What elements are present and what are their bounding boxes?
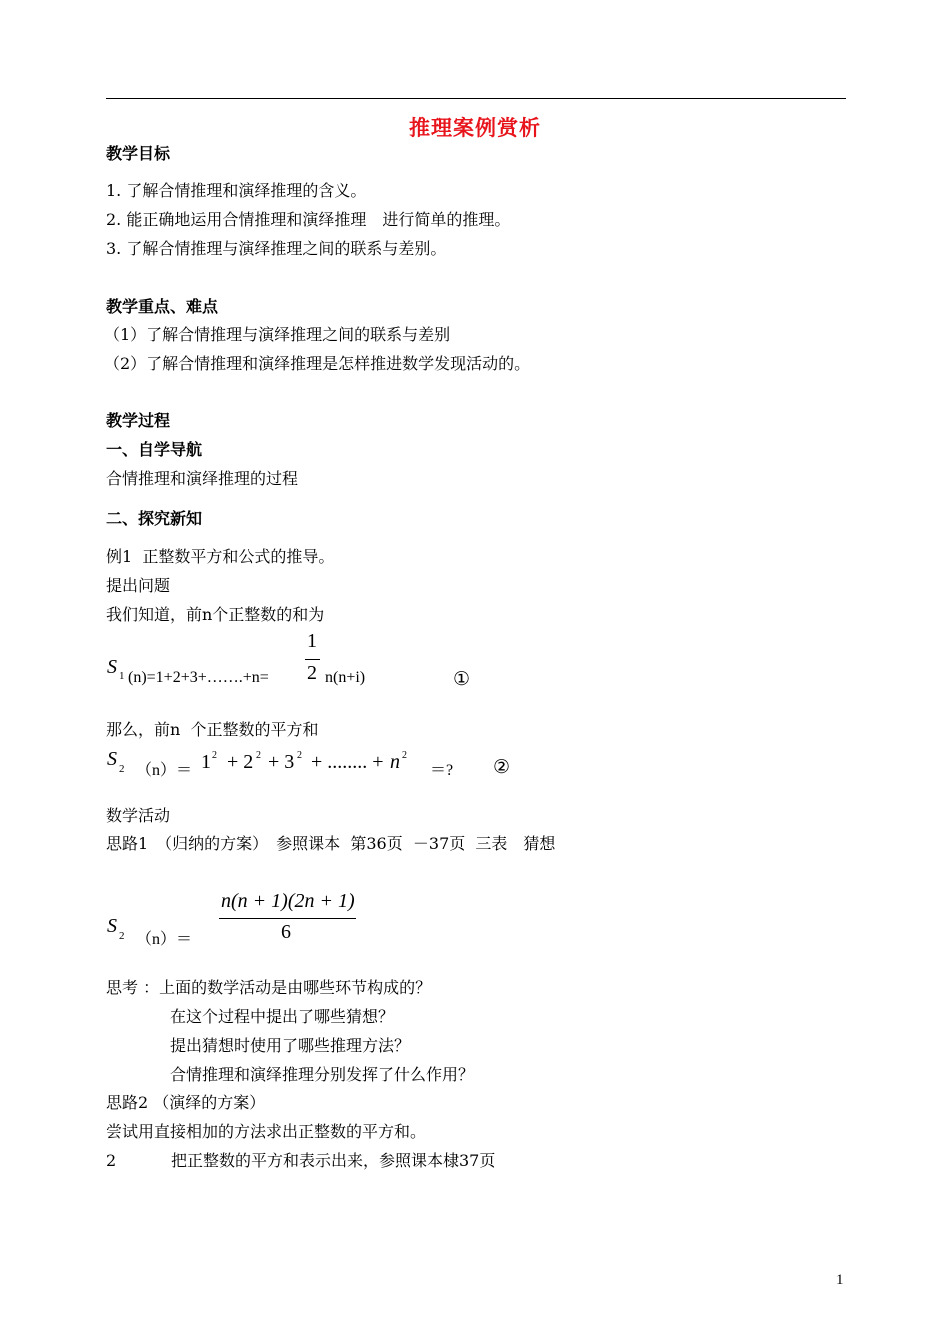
formula2-exp3: 2 [297, 750, 302, 761]
section2-heading: 二、探究新知 [106, 509, 203, 528]
objective-item-1: 1. 了解合情推理和演绎推理的含义。 [106, 181, 367, 200]
we-know-text: 我们知道，前n个正整数的和为 [106, 605, 325, 624]
objective-item-3: 3. 了解合情推理与演绎推理之间的联系与差别。 [106, 239, 447, 258]
page-number: 1 [836, 1272, 844, 1288]
formula1-body: (n)=1+2+3+…….+n= [128, 669, 269, 686]
formula3-denominator: 6 [281, 921, 291, 943]
formula2-marker: ② [493, 757, 511, 778]
formula3-numerator: n(n + 1)(2n + 1) [221, 890, 355, 912]
think-item-1: 思考 ：上面的数学活动是由哪些环节构成的？ [106, 978, 432, 997]
header-rule [106, 98, 846, 99]
formula2-exp2: 2 [256, 750, 261, 761]
think-item-3: 提出猜想时使用了哪些推理方法？ [106, 1036, 411, 1055]
formula2-exp1: 2 [212, 750, 217, 761]
formula2-term2: + 2 [227, 751, 254, 773]
formula2-term4: + ........ + [311, 751, 384, 773]
formula2-n: n [390, 751, 400, 773]
idea2-text: 思路2 （演绎的方案） [106, 1093, 266, 1112]
formula2-term3: + 3 [268, 751, 295, 773]
formula2-eq: ＝? [430, 762, 454, 779]
key-point-item-2: （2）了解合情推理和演绎推理是怎样推进数学发现活动的。 [104, 354, 531, 373]
raise-question-text: 提出问题 [106, 576, 171, 595]
formula2-term1: 1 [201, 751, 211, 773]
formula1-marker: ① [453, 669, 471, 690]
document-title: 推理案例赏析 [409, 116, 541, 140]
key-points-heading: 教学重点、难点 [106, 297, 219, 316]
objective-item-2: 2. 能正确地运用合情推理和演绎推理 进行简单的推理。 [106, 210, 511, 229]
formula1-frac-bar [305, 659, 320, 660]
section1-heading: 一、自学导航 [106, 440, 203, 459]
formula3-frac-bar [219, 918, 356, 919]
formula2-sub: 2 [119, 763, 125, 775]
formula3-s: S [107, 915, 117, 937]
think-item-4: 合情推理和演绎推理分别发挥了什么作用？ [106, 1065, 475, 1084]
idea1-text: 思路1 （归纳的方案） 参照课本 第36页 －37页 三表 猜想 [106, 834, 556, 853]
formula2-exp4: 2 [402, 750, 407, 761]
think-item-2: 在这个过程中提出了哪些猜想？ [106, 1007, 395, 1026]
formula1-s: S [107, 656, 117, 678]
try-text: 尝试用直接相加的方法求出正整数的平方和。 [106, 1122, 427, 1141]
then-text: 那么，前n 个正整数的平方和 [106, 720, 319, 739]
formula1-sub: 1 [119, 670, 125, 682]
formula3-paren: （n）＝ [136, 931, 193, 948]
process-heading: 教学过程 [106, 411, 171, 430]
step2-text: 把正整数的平方和表示出来，参照课本棣37页 [171, 1151, 496, 1170]
step2-number: 2 [106, 1151, 117, 1170]
section1-text: 合情推理和演绎推理的过程 [106, 469, 299, 488]
objectives-heading: 教学目标 [106, 144, 171, 163]
math-activity-text: 数学活动 [106, 806, 171, 825]
example1-text: 例1 正整数平方和公式的推导。 [106, 547, 335, 566]
formula1-frac-num: 1 [307, 630, 317, 652]
formula3-sub: 2 [119, 930, 125, 942]
key-point-item-1: （1）了解合情推理与演绎推理之间的联系与差别 [104, 325, 451, 344]
formula2-paren: （n）＝ [136, 762, 193, 779]
formula1-frac-den: 2 [307, 662, 317, 684]
formula2-s: S [107, 748, 117, 770]
formula1-tail: n(n+i) [325, 669, 366, 686]
